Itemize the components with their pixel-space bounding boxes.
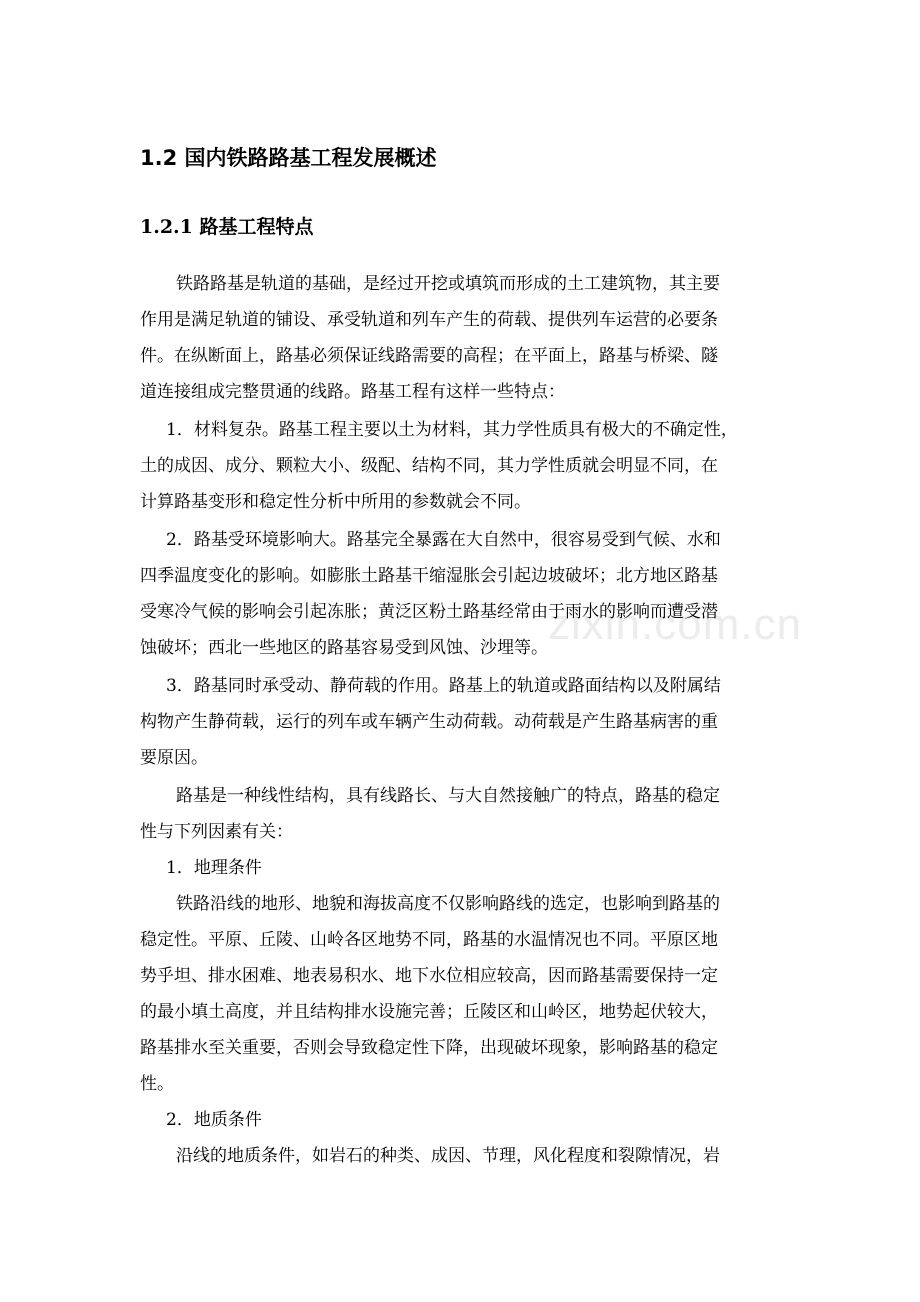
paragraph-line: 作用是满足轨道的铺设、承受轨道和列车产生的荷载、提供列车运营的必要条 [140,310,718,330]
paragraph-line: 1．地理条件 [166,858,262,878]
paragraph-line: 道连接组成完整贯通的线路。路基工程有这样一些特点： [140,382,565,402]
section-heading: 1.2 国内铁路路基工程发展概述 [140,146,437,170]
paragraph-line: 性。 [140,1074,174,1094]
paragraph-line: 1．材料复杂。路基工程主要以土为材料，其力学性质具有极大的不确定性， [166,420,738,440]
paragraph-line: 构物产生静荷载，运行的列车或车辆产生动荷载。动荷载是产生路基病害的重 [140,712,718,732]
paragraph-line: 稳定性。平原、丘陵、山岭各区地势不同，路基的水温情况也不同。平原区地 [140,930,718,950]
paragraph-line: 路基排水至关重要，否则会导致稳定性下降，出现破坏现象，影响路基的稳定 [140,1038,718,1058]
paragraph-line: 受寒冷气候的影响会引起冻胀；黄泛区粉土路基经常由于雨水的影响而遭受潜 [140,602,718,622]
paragraph-line: 要原因。 [140,748,208,768]
paragraph-line: 3．路基同时承受动、静荷载的作用。路基上的轨道或路面结构以及附属结 [166,676,721,696]
watermark: zixin.com.cn [548,600,803,649]
paragraph-line: 土的成因、成分、颗粒大小、级配、结构不同，其力学性质就会明显不同，在 [140,456,718,476]
paragraph-line: 性与下列因素有关： [140,822,293,842]
paragraph-line: 的最小填土高度，并且结构排水设施完善；丘陵区和山岭区，地势起伏较大， [140,1002,718,1022]
paragraph-line: 件。在纵断面上，路基必须保证线路需要的高程；在平面上，路基与桥梁、隧 [140,346,718,366]
paragraph-line: 路基是一种线性结构，具有线路长、与大自然接触广的特点，路基的稳定 [176,786,720,806]
paragraph-line: 2．地质条件 [166,1110,262,1130]
paragraph-line: 计算路基变形和稳定性分析中所用的参数就会不同。 [140,492,531,512]
paragraph-line: 沿线的地质条件，如岩石的种类、成因、节理，风化程度和裂隙情况，岩 [176,1146,720,1166]
subsection-heading: 1.2.1 路基工程特点 [140,216,314,238]
paragraph-line: 蚀破坏；西北一些地区的路基容易受到风蚀、沙埋等。 [140,638,548,658]
paragraph-line: 2．路基受环境影响大。路基完全暴露在大自然中，很容易受到气候、水和 [166,530,721,550]
paragraph-line: 势乎坦、排水困难、地表易积水、地下水位相应较高，因而路基需要保持一定 [140,966,718,986]
paragraph-line: 铁路沿线的地形、地貌和海拔高度不仅影响路线的选定，也影响到路基的 [176,894,720,914]
paragraph-line: 四季温度变化的影响。如膨胀土路基干缩湿胀会引起边坡破坏；北方地区路基 [140,566,718,586]
paragraph-line: 铁路路基是轨道的基础，是经过开挖或填筑而形成的土工建筑物，其主要 [176,274,720,294]
